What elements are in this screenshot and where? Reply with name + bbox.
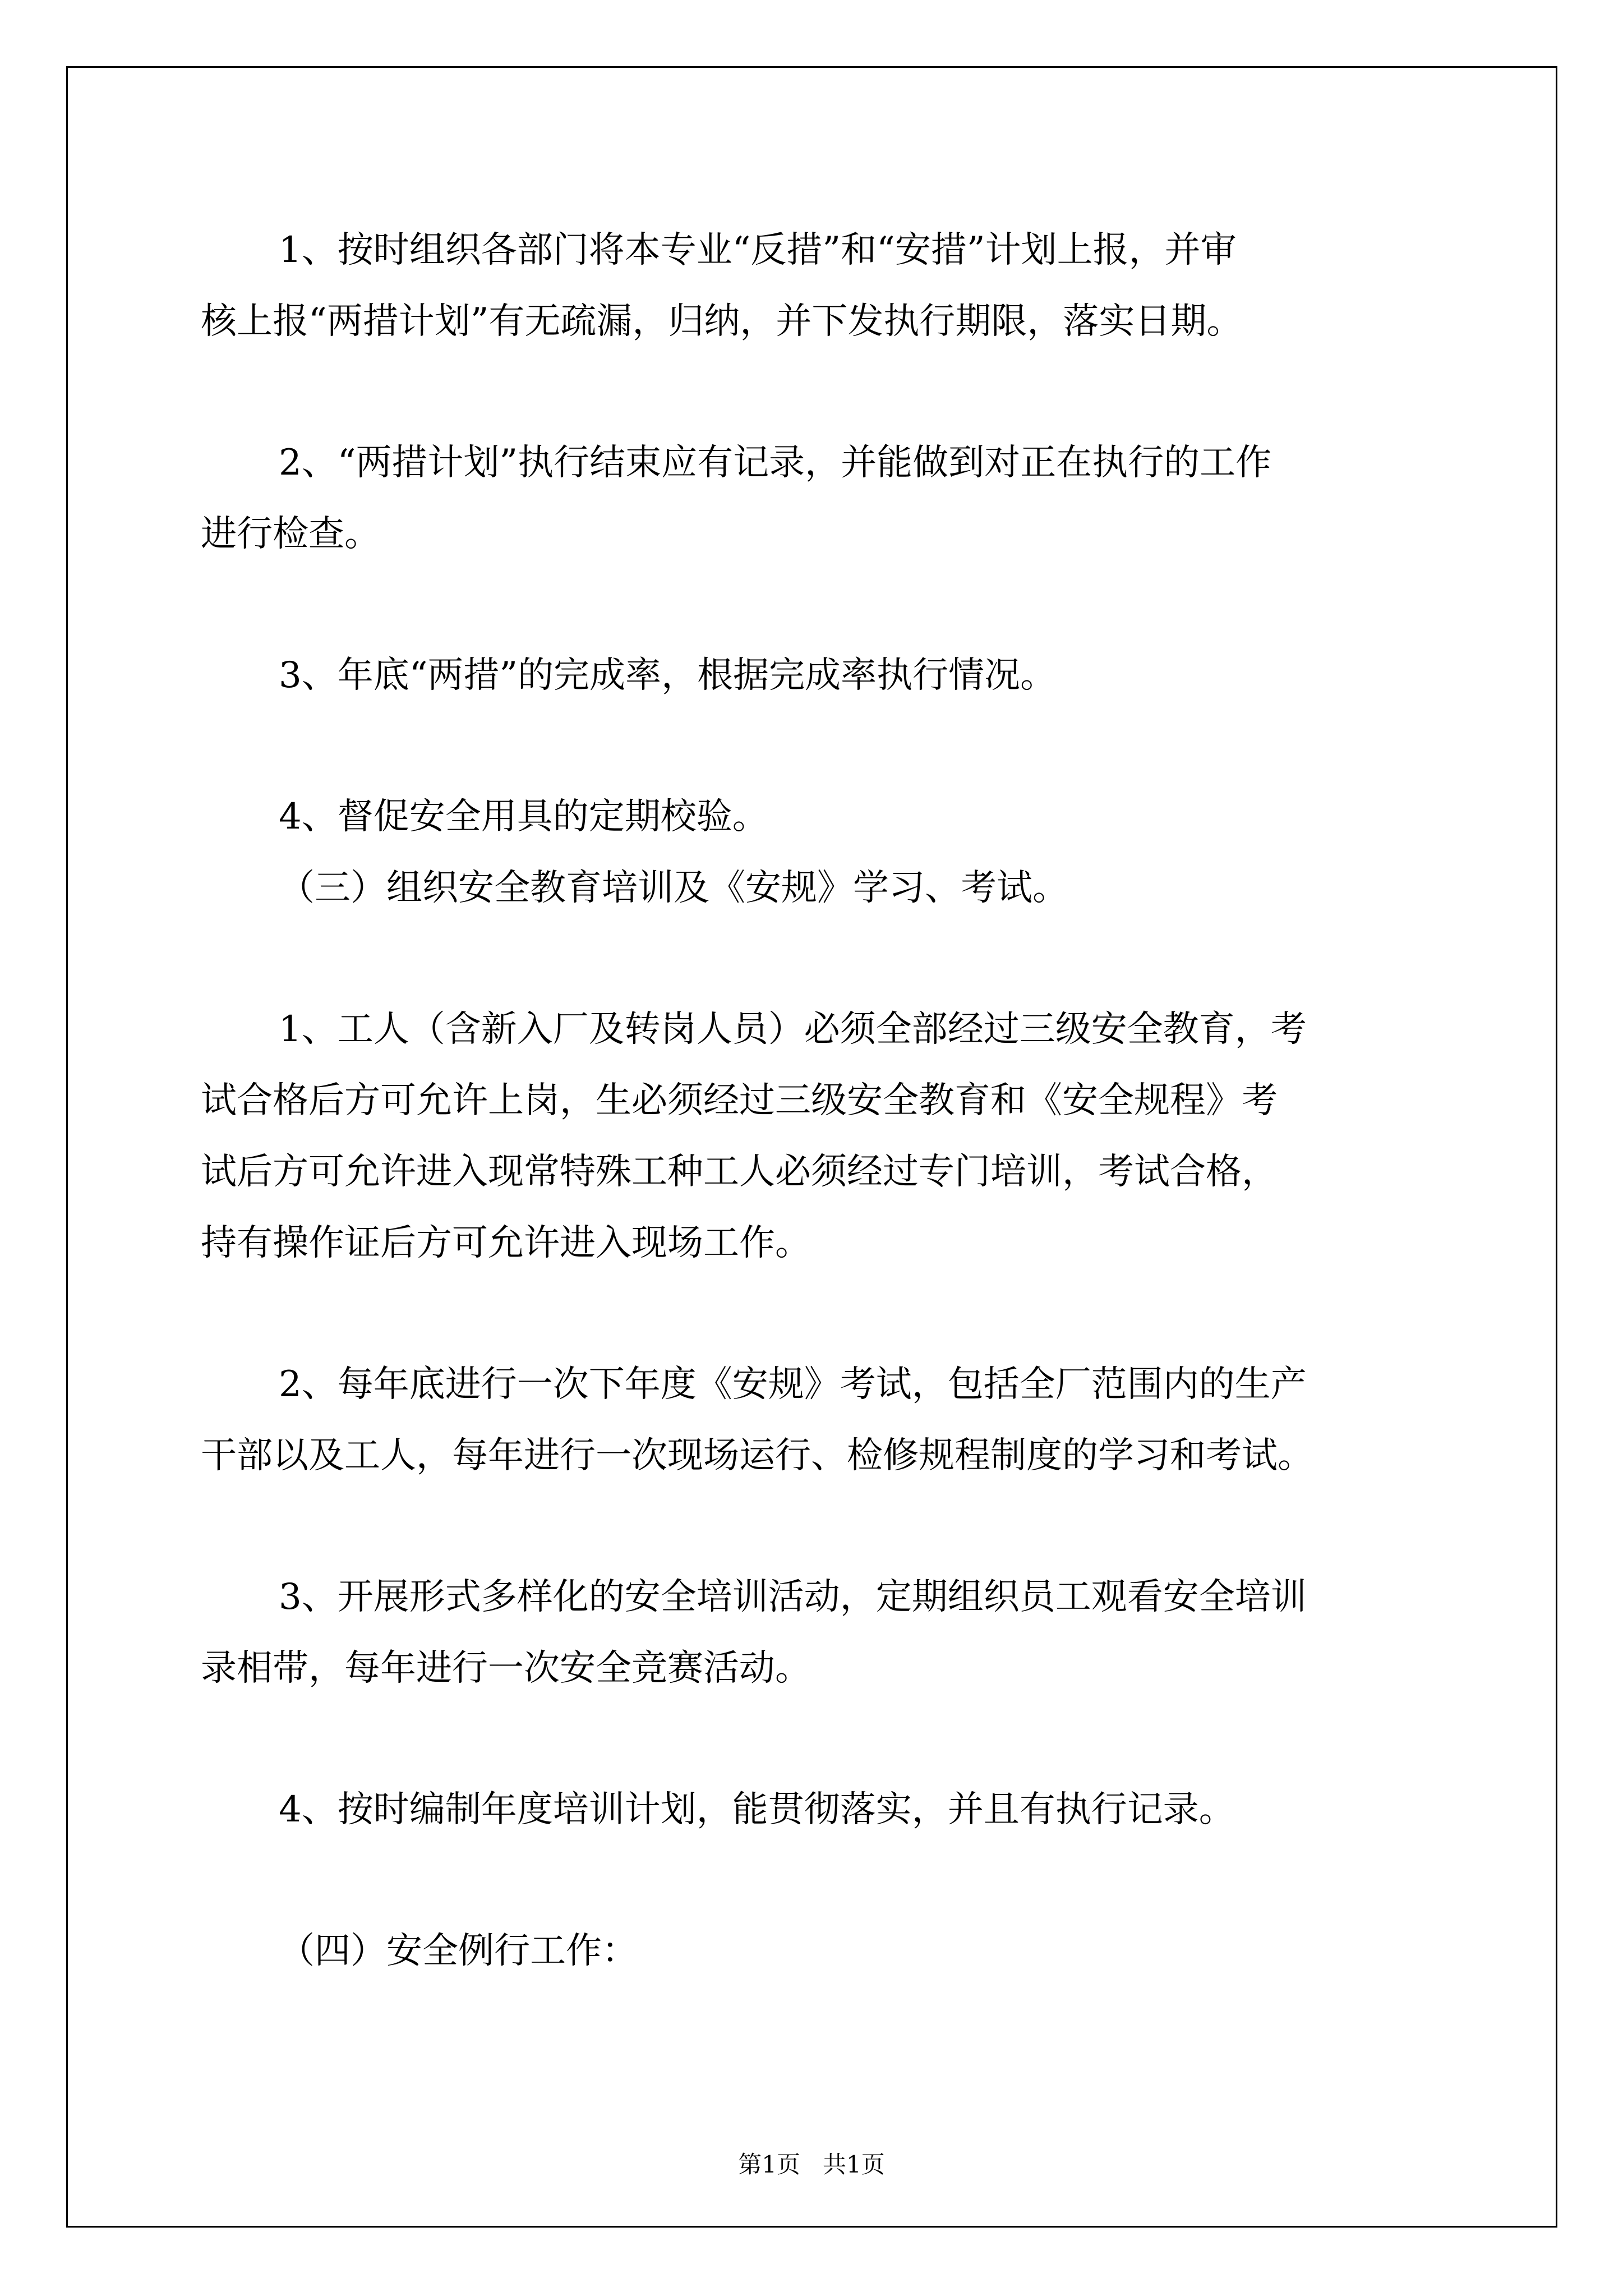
body-line: 持有操作证后方可允许进入现场工作。: [201, 1222, 811, 1264]
body-line: 4、按时编制年度培训计划，能贯彻落实，并且有执行记录。: [279, 1789, 1235, 1830]
body-line: 1、按时组织各部门将本专业“反措”和“安措”计划上报，并审: [279, 229, 1237, 271]
page-number-footer: 第1页 共1页: [738, 2151, 885, 2178]
body-line: 干部以及工人，每年进行一次现场运行、检修规程制度的学习和考试。: [201, 1435, 1313, 1476]
body-line: 2、每年底进行一次下年度《安规》考试，包括全厂范围内的生产: [279, 1364, 1307, 1405]
section-heading: （四）安全例行工作：: [279, 1930, 638, 1972]
body-line: 2、“两措计划”执行结束应有记录，并能做到对正在执行的工作: [279, 442, 1272, 484]
body-line: 3、年底“两措”的完成率，根据完成率执行情况。: [279, 655, 1057, 696]
body-line: 核上报“两措计划”有无疏漏，归纳，并下发执行期限，落实日期。: [201, 301, 1243, 342]
body-line: 录相带，每年进行一次安全竞赛活动。: [201, 1648, 811, 1689]
body-line: 4、督促安全用具的定期校验。: [279, 796, 768, 838]
body-line: 1、工人（含新入厂及转岗人员）必须全部经过三级安全教育，考: [279, 1009, 1307, 1050]
body-line: 试后方可允许进入现常特殊工种工人必须经过专门培训，考试合格，: [201, 1151, 1278, 1193]
page-border: [66, 66, 1557, 2228]
body-line: 进行检查。: [201, 513, 380, 555]
body-line: 试合格后方可允许上岗，生必须经过三级安全教育和《安全规程》考: [201, 1080, 1278, 1121]
section-heading: （三）组织安全教育培训及《安规》学习、考试。: [279, 867, 1068, 909]
body-line: 3、开展形式多样化的安全培训活动，定期组织员工观看安全培训: [279, 1576, 1307, 1618]
